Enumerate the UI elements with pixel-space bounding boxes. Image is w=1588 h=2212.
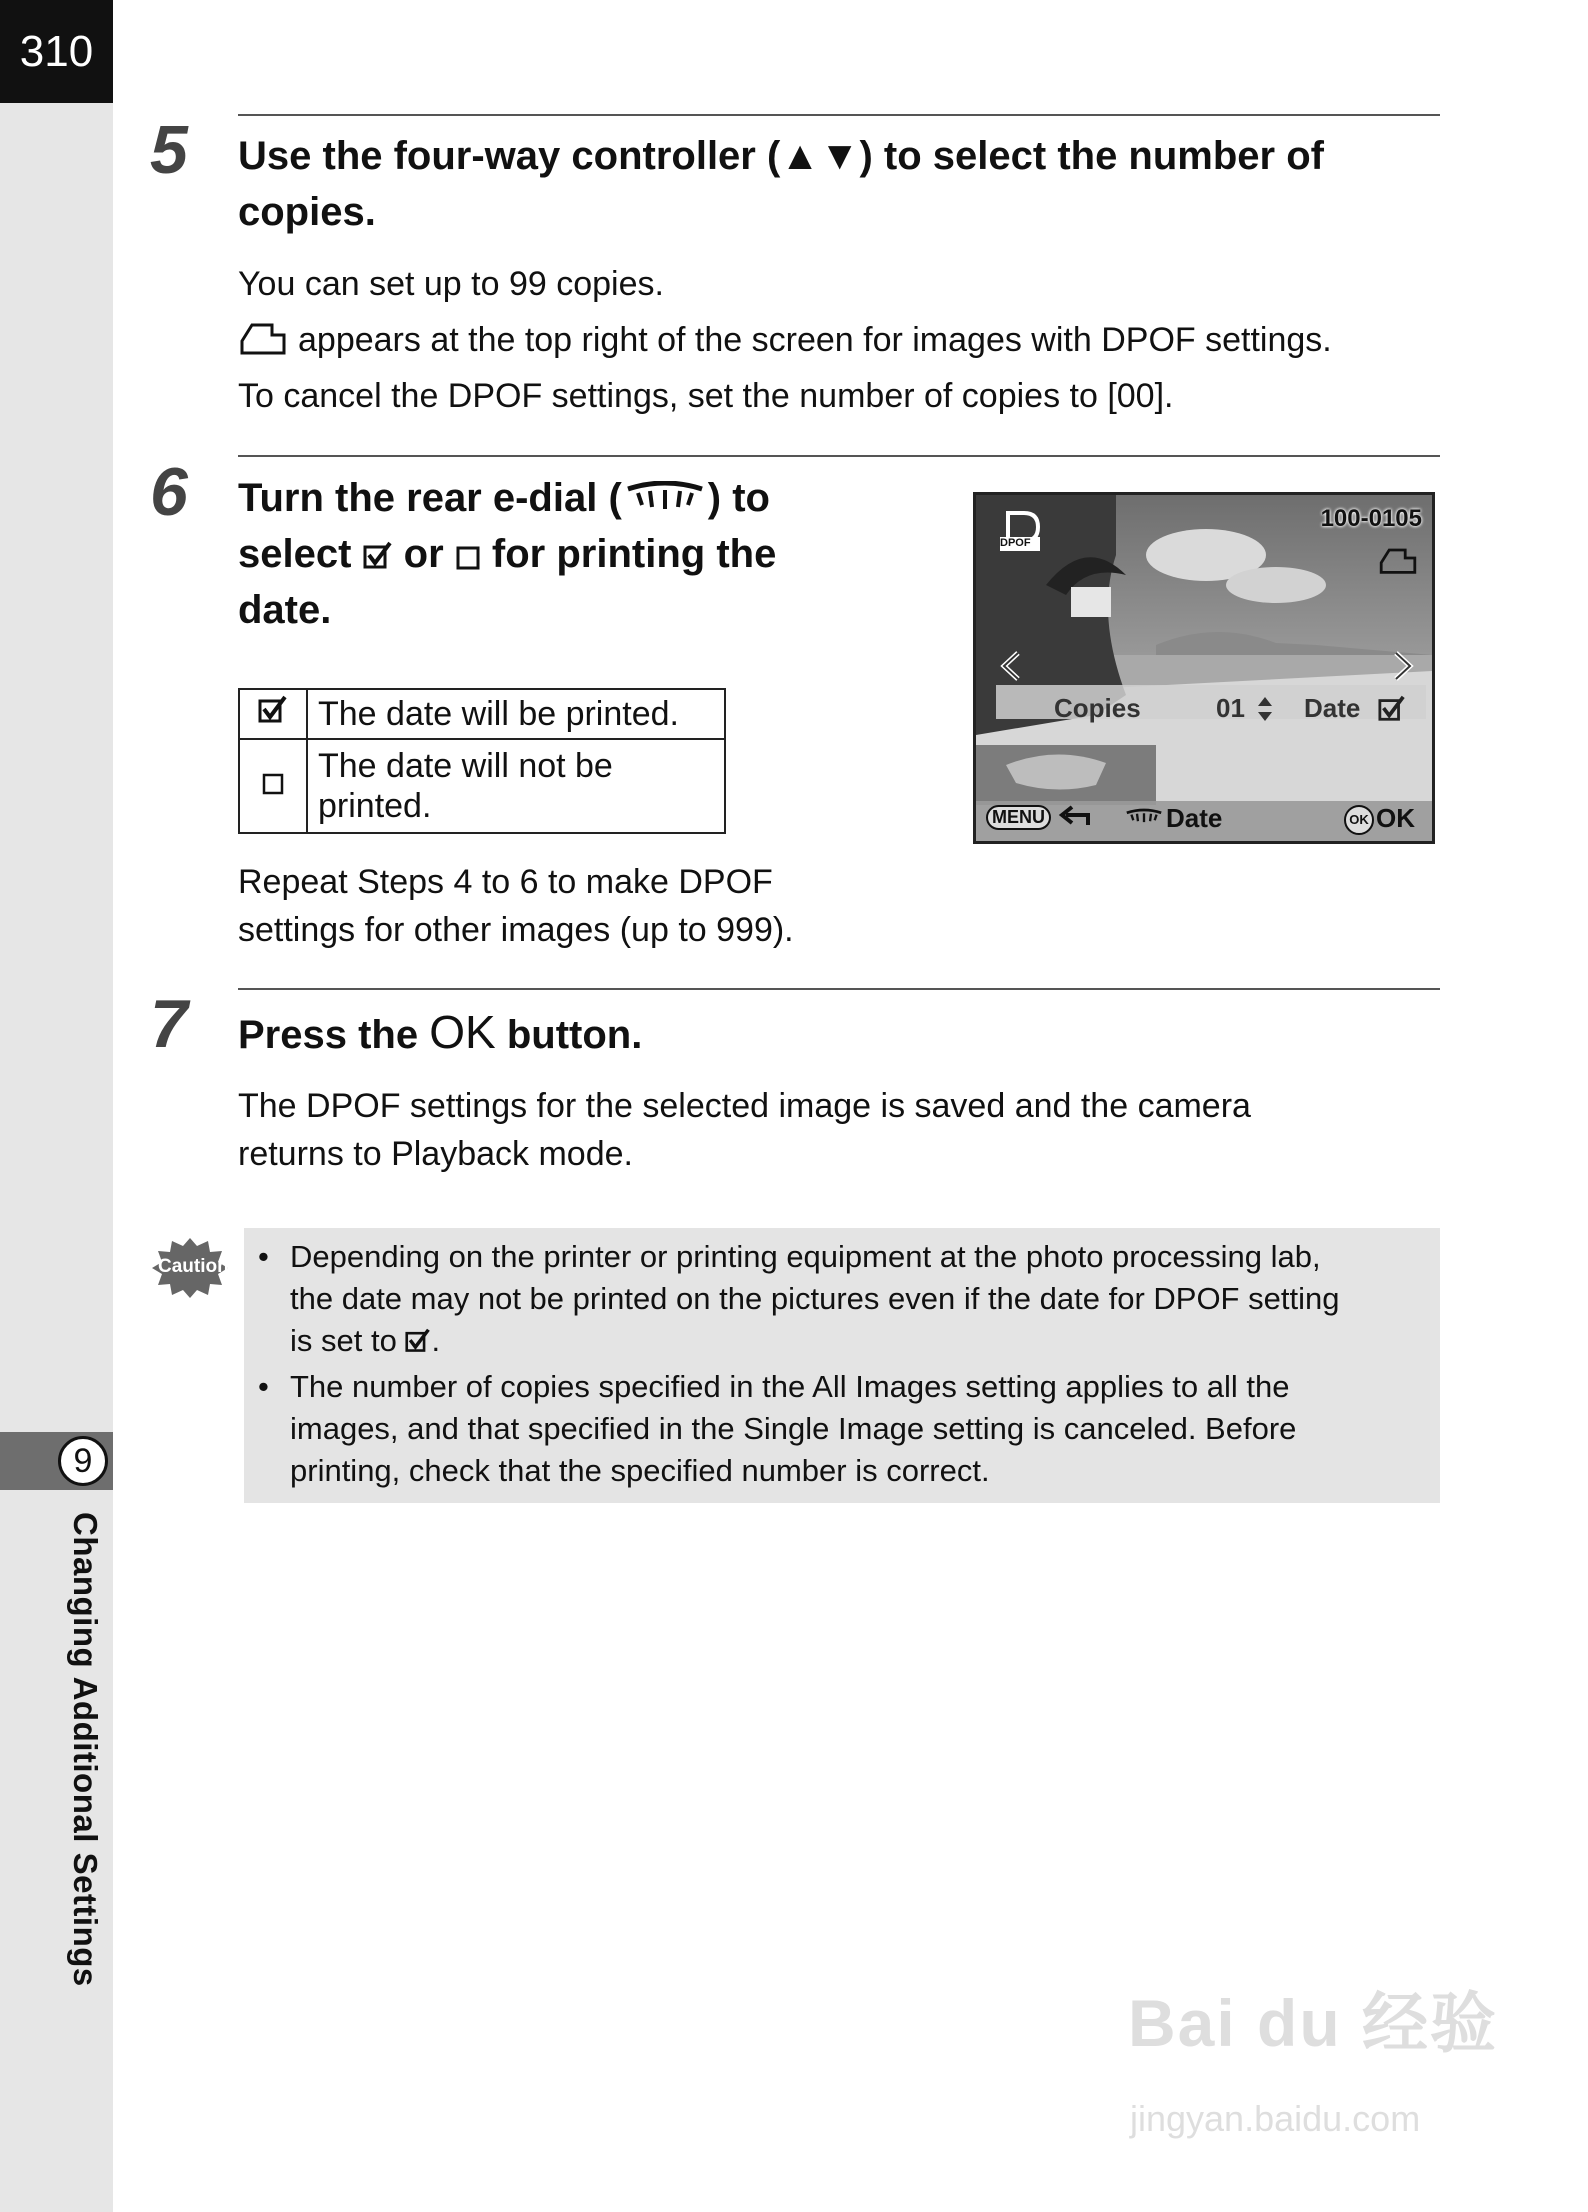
copies-value: 01 xyxy=(1216,693,1245,723)
chapter-title: Changing Additional Settings xyxy=(67,1512,104,1987)
table-row xyxy=(239,689,725,739)
table-cell: The date will not be printed. xyxy=(307,739,725,833)
step-6-repeat-text: Repeat Steps 4 to 6 to make DPOF settings for other images (up to 999). xyxy=(238,863,794,949)
prev-arrow-icon xyxy=(996,649,1026,688)
page-number: 310 xyxy=(0,0,113,103)
date-checkbox-icon xyxy=(1378,695,1406,728)
rear-dial-icon xyxy=(1124,807,1164,832)
checkbox-checked-icon xyxy=(405,1323,431,1358)
up-down-icon xyxy=(1256,695,1274,728)
date-option-table xyxy=(238,688,726,834)
table-cell: The date will be printed. xyxy=(307,689,725,739)
ok-label: OK xyxy=(1376,803,1415,833)
table-row xyxy=(239,739,725,833)
date-label: Date xyxy=(1304,693,1361,723)
print-icon xyxy=(238,322,288,370)
checkbox-checked-icon xyxy=(239,689,307,739)
dpof-label: DPOF xyxy=(1000,537,1031,549)
step-7-text: The DPOF settings for the selected image is saved and the camera returns to Playback mode. xyxy=(238,1087,1251,1173)
step-6-heading-line3: date. xyxy=(238,588,332,632)
menu-button: MENU xyxy=(986,805,1051,830)
step-7-heading: Press the OK button. xyxy=(238,1006,643,1058)
caution-item-2: The number of copies specified in the All Images setting applies to all the images, and that specified in the Single Image setting is canceled. Before printing, check that the specified number is correct. xyxy=(290,1369,1297,1488)
step-7-number: 7 xyxy=(150,986,188,1062)
copies-label: Copies xyxy=(1054,693,1141,723)
step-5-heading xyxy=(238,128,1324,240)
watermark-logo: Bai du 经验 xyxy=(1128,1986,1499,2060)
rear-dial-icon xyxy=(622,476,708,520)
step-6-heading-line2: select or for printing the xyxy=(238,532,777,576)
dial-date-label: Date xyxy=(1166,803,1223,833)
step-6-number: 6 xyxy=(150,454,188,530)
step-5-heading-line1: Use the four-way controller (▲▼) to select the number of xyxy=(238,134,1324,178)
step-5-text-2-label: appears at the top right of the screen for images with DPOF settings. xyxy=(298,321,1332,359)
step-6-heading-line1: Turn the rear e-dial ( ) to xyxy=(238,476,770,520)
ok-button-label: OK xyxy=(429,1006,496,1058)
divider xyxy=(238,455,1440,457)
step-5-text-2 xyxy=(238,316,1448,370)
checkbox-empty-icon xyxy=(239,739,307,833)
checkbox-empty-icon xyxy=(455,532,481,576)
file-number: 100-0105 xyxy=(1320,505,1422,532)
ok-button-icon: OK xyxy=(1344,805,1374,835)
bullet: • xyxy=(258,1239,269,1274)
step-5-number: 5 xyxy=(150,112,188,188)
watermark-url: jingyan.baidu.com xyxy=(1130,2098,1421,2139)
caution-item-1: Depending on the printer or printing equipment at the photo processing lab, the date may not be printed on the pictures even if the date for DPOF setting is set to . xyxy=(290,1239,1340,1358)
step-5-heading-line2: copies. xyxy=(238,190,376,234)
camera-screen xyxy=(973,492,1435,844)
caution-badge: Caution xyxy=(150,1236,230,1303)
step-5-text-1: You can set up to 99 copies. xyxy=(238,265,664,303)
divider xyxy=(238,988,1440,990)
checkbox-checked-icon xyxy=(363,532,393,576)
divider xyxy=(238,114,1440,116)
next-arrow-icon xyxy=(1388,649,1418,688)
chapter-number: 9 xyxy=(58,1436,108,1486)
bullet: • xyxy=(258,1369,269,1404)
print-icon xyxy=(1378,547,1418,582)
step-5-text-3: To cancel the DPOF settings, set the number of copies to [00]. xyxy=(238,377,1174,415)
step-6-heading xyxy=(238,470,938,638)
back-arrow-icon xyxy=(1058,801,1094,836)
